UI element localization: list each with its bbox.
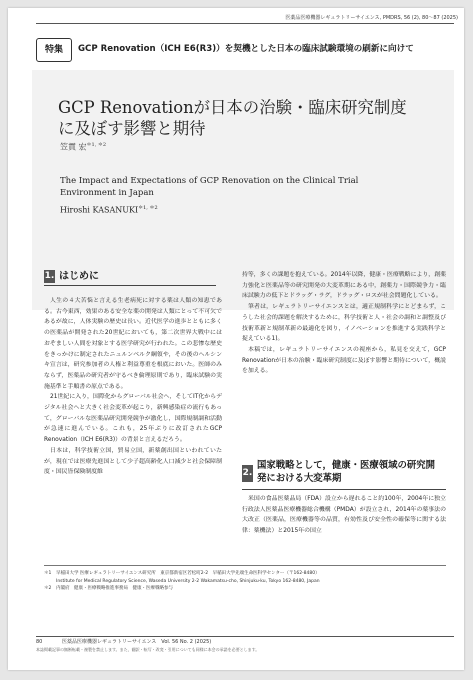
author-affil-marks-jp: ＊1, ＊2 <box>86 142 107 148</box>
title-en-line2: Environment in Japan <box>60 188 154 198</box>
section-title-1: はじめに <box>59 271 99 282</box>
footnotes <box>44 570 454 593</box>
footnote-text: Institute for Medical Regulatory Science, Waseda University 2-2 Wakamatsu-cho, Shinjuku-ku, Tokyo 162-8480, Japan <box>56 578 320 584</box>
author-name-en: Hiroshi KASANUKI <box>60 205 139 215</box>
copyright-note: 本誌掲載記事の無断転載・複製を禁止します。また，翻訳・転写・改変・引用についても同様に本会の承諾を必要とします。 <box>36 647 260 652</box>
paragraph: 筆者は，レギュラトリーサイエンスとは，適正規制科学にとどまらず，こうした社会的課題を解決するために，科学技術と人・社会の調和と調整及び技術革新と規制革新の最適化を図り，イノベーションを推進する実践科学と捉えている1)。 <box>242 304 446 343</box>
article-title-line1: GCP Renovationが日本の治験・臨床研究制度 <box>58 98 407 117</box>
paragraph: 日本は，科学技術立国，貿易立国，新薬創出国といわれていたが，現在では医療先進国として少子超高齢化人口減少と社会保障制度・国民皆保険制度維 <box>44 447 222 476</box>
footnote-text: 早稲田大学 医療レギュラトリーサイエンス研究所 東京都新宿区若松町2-2 早稲田大学先端生命医科学センター（〒162-8480） <box>56 571 320 576</box>
footer-journal: 医薬品医療機器レギュラトリーサイエンス Vol. 56 No. 2 (2025) <box>62 639 212 645</box>
author-affil-marks-en: ＊1, ＊2 <box>138 205 158 211</box>
section-title-2: 国家戦略として，健康・医療領域の研究開発における大変革期 <box>257 460 435 484</box>
footer-line <box>36 638 456 645</box>
body-column-right-top <box>242 270 446 377</box>
section-number-2: 2. <box>242 465 253 482</box>
footnote-rule <box>44 565 446 566</box>
footer-rule <box>36 636 454 637</box>
body-column-right-bottom <box>242 494 446 537</box>
paragraph: 21世紀に入り，国際化からグローバル社会へ，そしてIT化からデジタル社会へと大きく社会変革が起こり，新興感染症の流行もあって，グローバルな医薬品研究開発競争が激化し，国際規制調和活動が急速に進んでいる。これも，25年ぶりに改訂されたGCP Renovation（ICH E6(R3)）の背景と言えるだろう。 <box>44 394 222 444</box>
footnote-mark: ＊1 <box>44 571 52 576</box>
section-heading-1 <box>44 270 216 286</box>
title-en-line1: The Impact and Expectations of GCP Renovation on the Clinical Trial <box>60 176 359 186</box>
page-footer <box>36 638 456 653</box>
footnote-text: 内閣府 健康・医療戦略推進事務局 健康・医療戦略参与 <box>56 586 173 591</box>
article-title-english <box>60 175 360 199</box>
paragraph: 人生の４大苦悩と言える生老病死に対する薬は人類の知恵である。古今東西，効果のある安全な薬の開発は人類にとって不可欠であるが故に，人体実験の歴史は長い。近代医学の進歩とともに多くの医薬品が開発された20世紀においても，第二次世界大戦中にはおぞましい人間を対象とする医学研究が行われた。この悲惨な歴史をきっかけに制定されたニュルンベルク綱領や，その後のヘルシンキ宣言は，研究参加者の人権と利益尊重を根底においた。医師のみならず，医薬品の研究者が守るべき倫理原則であり，臨床試験の実施基準と手順書の原点である。 <box>44 298 222 390</box>
paragraph: 持等，多くの課題を抱えている。2014年以降，健康・医療戦略により，創薬力強化と医薬品等の研究開発の大変革期にある中，創薬力・国際競争力・臨床試験力の低下とドラッグ・ラグ，ドラッグ・ロスが社会問題化している。 <box>242 272 446 300</box>
paragraph: 米国の食品医薬品局（FDA）設立から遅れること約100年，2004年に独立行政法人医薬品医療機器総合機構（PMDA）が設立され，2014年の薬事法の大改正（医薬品，医療機器等の品質，有効性及び安全性の確保等に関する法律：薬機法）と2015年の国立 <box>242 496 446 535</box>
article-title <box>58 97 438 139</box>
section-number-1: 1. <box>44 271 55 281</box>
document-page <box>8 8 464 670</box>
journal-citation: 医薬品医療機器レギュラトリーサイエンス, PMDRS, 56 (2), 80〜87 (2025) <box>285 15 458 21</box>
footnote <box>44 585 454 593</box>
header-rule <box>36 23 454 24</box>
author-japanese <box>60 141 106 153</box>
section-heading-2 <box>242 459 446 490</box>
body-column-left <box>44 296 222 478</box>
page-number: 80 <box>36 639 43 645</box>
footnote-mark: ＊2 <box>44 586 52 591</box>
paragraph: 本稿では，レギュラトリーサイエンスの視座から，私見を交えて，GCP Renovationが日本の治験・臨床研究制度に及ぼす影響と期待について，概説を加える。 <box>242 346 446 375</box>
footnote <box>44 570 454 578</box>
series-title: GCP Renovation（ICH E6(R3)）を契機とした日本の臨床試験環境の刷新に向けて <box>78 44 414 54</box>
article-title-line2: に及ぼす影響と期待 <box>58 119 206 138</box>
author-english <box>60 204 158 215</box>
footnote <box>44 578 454 586</box>
author-name-jp: 笠貫 宏 <box>60 142 87 152</box>
feature-badge: 特集 <box>36 38 72 62</box>
